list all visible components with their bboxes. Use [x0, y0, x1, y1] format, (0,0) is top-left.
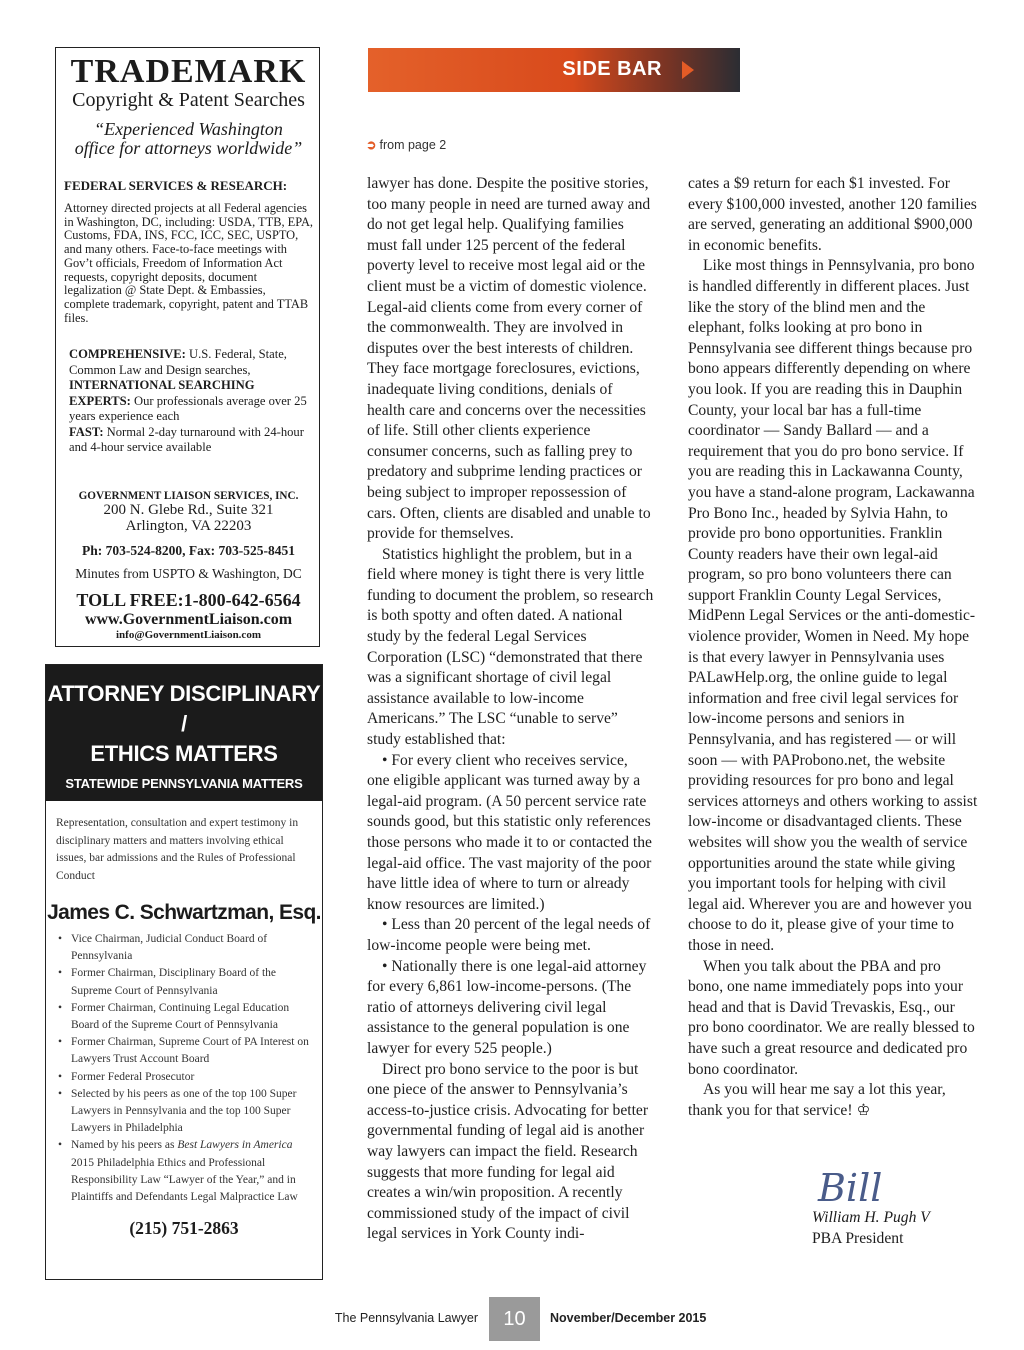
trademark-ad-section-body: Attorney directed projects at all Federal agencies in Washington, DC, including: USDA, TTB, EPA, Customs, FDA, INS, FCC, ICC, SEC, USPTO, and many others. Face-to-face meetings with Gov’t officials, Freedom of Information Act requests, copyright deposits, document legalization @ State Dept. & Embassies, complete trademark, copyright, patent and TTAB files.: [64, 201, 314, 325]
fast-text: Normal 2-day turnaround with 24-hour and 4-hour service available: [69, 424, 304, 455]
arrow-right-icon: ➲: [366, 138, 377, 152]
trademark-ad-phone-fax: Ph: 703-524-8200, Fax: 703-525-8451: [82, 542, 295, 558]
signature-name: William H. Pugh V: [812, 1209, 930, 1226]
trademark-ad-minutes: Minutes from USPTO & Washington, DC: [75, 565, 302, 581]
credential-prefix: Named by his peers as: [71, 1139, 178, 1152]
credential-italic: Best Lawyers in America: [177, 1139, 293, 1152]
attorney-ad-banner: [46, 665, 322, 813]
attorney-ad-credentials: [46, 925, 322, 1206]
signature-block: [812, 1207, 930, 1249]
trademark-ad-subtitle: Copyright & Patent Searches: [72, 89, 305, 111]
credential-suffix: 2015 Philadelphia Ethics and Professional Responsibility Law “Lawyer of the Year,” and in Plaintiffs and Defendants Legal Malpractice Law: [71, 1156, 298, 1204]
trademark-ad-quote: “Experienced Washington office for attorneys worldwide”: [74, 119, 303, 158]
continued-from: [366, 137, 446, 152]
footer-publication: The Pennsylvania Lawyer: [334, 1311, 478, 1325]
trademark-ad-title: TRADEMARK: [70, 53, 307, 90]
signature: Bill: [818, 1166, 883, 1210]
attorney-ad-title-2: ETHICS MATTERS: [90, 741, 278, 766]
attorney-ad-name: James C. Schwartzman, Esq.: [47, 901, 321, 924]
comprehensive-label: COMPREHENSIVE:: [69, 347, 186, 362]
list-item: • Former Chairman, Supreme Court of PA Interest on Lawyers Trust Account Board: [56, 1034, 314, 1068]
attorney-ad: [45, 664, 323, 1280]
list-item: • Former Chairman, Disciplinary Board of the Supreme Court of Pennsylvania: [56, 965, 314, 999]
trademark-ad-address-2: Arlington, VA 22203: [125, 517, 252, 534]
article-paragraph: When you talk about the PBA and pro bono, one name immediately pops into your head and that is David Trevaskis, Esq., our pro bono coordinator. We are really blessed to have such a great resource and dedicated pro bono coordinator.: [688, 957, 975, 1078]
article-column-left: [367, 174, 654, 1245]
article-paragraph: Direct pro bono service to the poor is but one piece of the answer to Pennsylvania’s access-to-justice crisis. Advocating for better governmental funding of legal aid is another way lawyers can impact the field. Research suggests that more funding for legal aid creates a win/win proposition. A recently commissioned study of the impact of civil legal services in York County indi-: [367, 1060, 649, 1243]
continued-from-text: from page 2: [379, 138, 447, 152]
article-paragraph: • Less than 20 percent of the legal needs of low-income people were being met.: [367, 916, 651, 954]
trademark-ad-toll-free: TOLL FREE:1-800-642-6564: [76, 589, 301, 610]
trademark-ad-website[interactable]: www.GovernmentLiaison.com: [84, 610, 293, 628]
article-paragraph: Statistics highlight the problem, but in a field where money is tight there is very little funding to document the problem, so research is both spotty and often dated. A national study by the federal Legal Services Corporation (LSC) “demonstrated that there was a significant shortage of civil legal assistance available to low-income Americans.” The LSC “unable to serve” study established that:: [367, 545, 654, 749]
article-paragraph: Like most things in Pennsylvania, pro bono is handled differently in different places. Just like the story of the blind men and the elephant, folks looking at pro bono in Pennsylvania see different things because pro bono appears differently depending on where you look. If you are reading this in Dauphin County, your local bar has a full-time coordinator — Sandy Ballard — and a requirement that you do pro bono service. If you are reading this in Lackawanna County, you have a stand-alone program, Lackawanna Pro Bono Inc., headed by Sylvia Hahn, to provide pro bono opportunities. Franklin County readers have their own legal-aid program, so pro bono volunteers there can support Franklin County Legal Services, MidPenn Legal Services or the anti-domestic-violence provider, Women in Need. My hope is that every lawyer in Pennsylvania uses PALawHelp.org, the online guide to legal information and free civil legal services for low-income persons and seniors in Pennsylvania, and has registered — or will soon — with PAProbono.net, the website providing resources for pro bono and legal services attorneys and others working to assist low-income or disadvantaged clients. These websites will show you the wealth of service opportunities around the state while giving you important tools for helping with civil legal aid. Wherever you are and however you choose to do it, please give of your time to those in need.: [688, 257, 978, 954]
international-label: INTERNATIONAL SEARCHING EXPERTS:: [69, 378, 255, 408]
international-text: Our professionals average over 25 years experience each: [69, 393, 307, 424]
article-paragraph: cates a $9 return for each $1 invested. For every $100,000 invested, another 120 families are served, generating an additional $900,000 in economic benefits.: [688, 175, 977, 254]
side-bar-label: SIDE BAR: [562, 58, 662, 80]
trademark-ad-section-heading: FEDERAL SERVICES & RESEARCH:: [64, 178, 288, 193]
list-item: • Former Federal Prosecutor: [56, 1069, 314, 1086]
article-paragraph: • For every client who receives service, one eligible applicant was turned away by a legal-aid program. (A 50 percent service rate sounds good, but this statistic only references those persons who made it to or contacted the legal-aid office. The vast majority of the poor have little idea of where to turn or already know resources are limited.): [367, 751, 652, 913]
footer-page-number: 10: [489, 1297, 540, 1341]
attorney-ad-intro: Representation, consultation and expert testimony in disciplinary matters and matters involving ethical issues, bar admissions and the Rules of Professional Conduct: [56, 817, 299, 882]
attorney-ad-sub-1: STATEWIDE PENNSYLVANIA MATTERS: [65, 776, 303, 791]
trademark-ad-address-1: 200 N. Glebe Rd., Suite 321: [103, 501, 274, 518]
signature-title: PBA President: [812, 1230, 904, 1247]
article-column-right: [688, 174, 978, 1121]
attorney-ad-title-1: ATTORNEY DISCIPLINARY /: [47, 681, 321, 736]
footer-issue-date: November/December 2015: [550, 1311, 707, 1325]
comprehensive-text: U.S. Federal, State, Common Law and Design searches,: [69, 347, 287, 377]
fast-label: FAST:: [69, 424, 104, 439]
attorney-ad-sub-2: NO CHARGE FOR INITIAL CONSULTATION: [55, 798, 313, 813]
page-footer: [0, 1297, 1024, 1341]
list-item: • Selected by his peers as one of the top 100 Super Lawyers in Pennsylvania and the top 100 Super Lawyers in Philadelphia: [56, 1086, 314, 1138]
trademark-ad: [55, 47, 320, 647]
side-bar-banner: [368, 48, 740, 92]
article-paragraph: lawyer has done. Despite the positive stories, too many people in need are turned away and do not get legal help. Qualifying families must fall under 125 percent of the federal poverty level to receive most legal aid or the client must be a victim of domestic violence. Legal-aid clients come from every corner of the commonwealth. They are involved in disputes over the best interests of children. They face mortgage foreclosures, evictions, inadequate living conditions, denials of health care and concerns over the necessities of life. Still other clients experience consumer concerns, such as falling prey to predatory and subprime lending practices or being subject to improper repossession of cars. Often, clients are disabled and unable to provide for themselves.: [367, 175, 651, 543]
play-arrow-icon: [682, 61, 694, 79]
list-item: [56, 1137, 314, 1206]
attorney-ad-phone: (215) 751-2863: [129, 1218, 239, 1239]
list-item: • Former Chairman, Continuing Legal Education Board of the Supreme Court of Pennsylvania: [56, 1000, 314, 1034]
article-paragraph: • Nationally there is one legal-aid attorney for every 6,861 low-income-persons. (The ratio of attorneys delivering civil legal assistance to the general population is one lawyer for every 525 people.): [367, 957, 647, 1057]
trademark-ad-features: [64, 347, 313, 456]
trademark-ad-email[interactable]: info@GovernmentLiaison.com: [116, 628, 261, 641]
trademark-ad-company: GOVERNMENT LIAISON SERVICES, INC.: [78, 489, 299, 502]
list-item: • Vice Chairman, Judicial Conduct Board of Pennsylvania: [56, 931, 314, 965]
article-paragraph: As you will hear me say a lot this year, thank you for that service! ♔: [688, 1081, 946, 1119]
